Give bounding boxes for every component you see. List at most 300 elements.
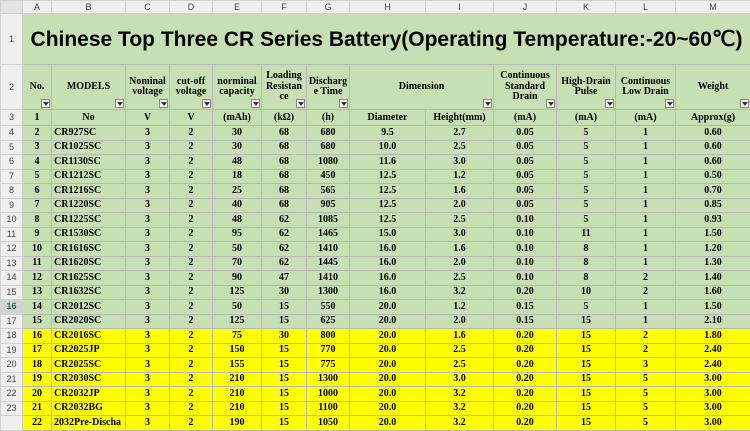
table-cell[interactable]: 3 [126,314,170,329]
table-cell[interactable]: 15 [557,387,616,402]
table-cell[interactable]: 2 [170,213,213,228]
table-cell[interactable]: 1.6 [426,184,494,199]
model-cell[interactable]: CR1632SC [52,285,126,300]
table-cell[interactable]: 0.10 [494,227,557,242]
table-cell[interactable]: 0.60 [676,155,750,170]
table-cell[interactable]: 2 [170,285,213,300]
table-cell[interactable]: 95 [213,227,262,242]
table-cell[interactable]: 15 [262,387,307,402]
filter-dropdown-icon[interactable] [740,99,749,108]
table-cell[interactable]: 2 [170,329,213,344]
table-cell[interactable]: 5 [557,126,616,141]
row-header[interactable]: 13 [1,256,23,271]
header-discharge-time[interactable] [307,65,350,110]
row-header[interactable]: 8 [1,184,23,199]
table-cell[interactable]: 3 [126,227,170,242]
table-cell[interactable]: 2 [170,126,213,141]
table-cell[interactable]: 15 [557,329,616,344]
table-cell[interactable]: 15 [262,416,307,431]
table-cell[interactable]: 3 [126,329,170,344]
table-cell[interactable]: 2 [170,256,213,271]
table-cell[interactable]: 3 [126,387,170,402]
row-header[interactable]: 9 [1,198,23,213]
table-cell[interactable]: 5 [616,387,676,402]
table-cell[interactable]: 1050 [307,416,350,431]
table-cell[interactable]: 0.85 [676,198,750,213]
unit-cell[interactable]: V [170,110,213,126]
table-cell[interactable]: 18 [213,169,262,184]
row-header[interactable]: 15 [1,285,23,300]
table-cell[interactable]: 2 [170,184,213,199]
table-cell[interactable]: 12.5 [350,198,426,213]
table-cell[interactable]: 2 [170,271,213,286]
model-cell[interactable]: CR2016SC [52,329,126,344]
table-cell[interactable]: 1.50 [676,300,750,315]
row-header[interactable]: 23 [1,401,23,416]
table-cell[interactable]: 1410 [307,242,350,257]
row-header-1[interactable]: 1 [1,14,23,65]
table-cell[interactable]: 12 [23,271,52,286]
table-cell[interactable]: 20.0 [350,300,426,315]
table-cell[interactable]: 68 [262,126,307,141]
table-cell[interactable]: 8 [23,213,52,228]
table-cell[interactable]: 0.05 [494,184,557,199]
table-cell[interactable]: 1100 [307,401,350,416]
table-cell[interactable]: 190 [213,416,262,431]
table-cell[interactable]: 3 [126,155,170,170]
header-continuous-low-drain[interactable] [616,65,676,110]
table-cell[interactable]: 15 [262,358,307,373]
table-cell[interactable]: 17 [23,343,52,358]
table-cell[interactable]: 4 [23,155,52,170]
filter-dropdown-icon[interactable] [546,99,555,108]
row-header-2[interactable]: 2 [1,65,23,110]
table-cell[interactable]: 1.40 [676,271,750,286]
table-cell[interactable]: 20 [23,387,52,402]
filter-dropdown-icon[interactable] [339,99,348,108]
table-cell[interactable]: 3 [126,184,170,199]
table-cell[interactable]: 3.00 [676,372,750,387]
table-cell[interactable]: 9 [23,227,52,242]
table-cell[interactable]: 5 [557,198,616,213]
table-cell[interactable]: 10 [23,242,52,257]
table-cell[interactable]: 2 [170,242,213,257]
unit-cell[interactable]: (mA) [557,110,616,126]
table-cell[interactable]: 16.0 [350,271,426,286]
table-cell[interactable]: 3.0 [426,227,494,242]
model-cell[interactable]: CR1620SC [52,256,126,271]
table-cell[interactable]: 1.20 [676,242,750,257]
row-header[interactable]: 12 [1,242,23,257]
table-cell[interactable]: 14 [23,300,52,315]
table-cell[interactable]: 2 [616,329,676,344]
table-cell[interactable]: 10 [557,285,616,300]
table-cell[interactable]: 155 [213,358,262,373]
column-header-e[interactable]: E [213,1,262,14]
table-cell[interactable]: 3 [616,358,676,373]
table-cell[interactable]: 15 [557,343,616,358]
table-cell[interactable]: 5 [557,140,616,155]
table-cell[interactable]: 0.15 [494,314,557,329]
table-cell[interactable]: 0.20 [494,343,557,358]
table-cell[interactable]: 2 [170,198,213,213]
table-cell[interactable]: 11.6 [350,155,426,170]
row-header[interactable]: 16 [1,300,23,315]
unit-cell[interactable]: (h) [307,110,350,126]
column-header-h[interactable]: H [350,1,426,14]
filter-dropdown-icon[interactable] [605,99,614,108]
table-cell[interactable]: 15 [557,401,616,416]
table-cell[interactable]: 5 [616,372,676,387]
table-cell[interactable]: 30 [262,329,307,344]
filter-dropdown-icon[interactable] [296,99,305,108]
header-weight[interactable] [676,65,750,110]
table-cell[interactable]: 3 [126,416,170,431]
table-cell[interactable]: 20.0 [350,314,426,329]
select-all-corner[interactable] [1,1,23,14]
table-cell[interactable]: 2.5 [426,213,494,228]
table-cell[interactable]: 3.2 [426,285,494,300]
table-cell[interactable]: 2.0 [426,198,494,213]
column-header-g[interactable]: G [307,1,350,14]
table-cell[interactable]: 2.10 [676,314,750,329]
filter-dropdown-icon[interactable] [665,99,674,108]
table-cell[interactable]: 11 [23,256,52,271]
table-cell[interactable]: 3 [126,285,170,300]
model-cell[interactable]: CR1616SC [52,242,126,257]
table-cell[interactable]: 40 [213,198,262,213]
table-cell[interactable]: 1.30 [676,256,750,271]
unit-cell[interactable]: (mA) [616,110,676,126]
table-cell[interactable]: 68 [262,155,307,170]
table-cell[interactable]: 20.0 [350,343,426,358]
table-cell[interactable]: 1 [616,155,676,170]
table-cell[interactable]: 1300 [307,372,350,387]
model-cell[interactable]: CR1025SC [52,140,126,155]
row-header[interactable]: 5 [1,140,23,155]
table-cell[interactable]: 1 [616,126,676,141]
table-cell[interactable]: 0.20 [494,372,557,387]
table-cell[interactable]: 62 [262,256,307,271]
model-cell[interactable]: CR2025JP [52,343,126,358]
table-cell[interactable]: 15 [262,401,307,416]
table-cell[interactable]: 1.2 [426,169,494,184]
row-header[interactable]: 18 [1,329,23,344]
column-header-c[interactable]: C [126,1,170,14]
filter-dropdown-icon[interactable] [483,99,492,108]
table-cell[interactable]: 68 [262,169,307,184]
sheet-title[interactable]: Chinese Top Three CR Series Battery(Operating Temperature:-20~60℃) [23,14,750,65]
table-cell[interactable]: 2.0 [426,314,494,329]
table-cell[interactable]: 2 [170,314,213,329]
table-cell[interactable]: 1 [616,213,676,228]
table-cell[interactable]: 1 [616,169,676,184]
table-cell[interactable]: 70 [213,256,262,271]
model-cell[interactable]: CR1212SC [52,169,126,184]
table-cell[interactable]: 2.40 [676,358,750,373]
table-cell[interactable]: 9.5 [350,126,426,141]
table-cell[interactable]: 3 [126,213,170,228]
table-cell[interactable]: 3 [126,198,170,213]
table-cell[interactable]: 680 [307,126,350,141]
table-cell[interactable]: 48 [213,213,262,228]
row-header[interactable]: 4 [1,126,23,141]
header-high-drain-pulse[interactable] [557,65,616,110]
table-cell[interactable]: 2 [170,169,213,184]
table-cell[interactable]: 1.6 [426,329,494,344]
table-cell[interactable]: 3 [126,126,170,141]
table-cell[interactable]: 16.0 [350,242,426,257]
table-cell[interactable]: 1 [616,184,676,199]
model-cell[interactable]: CR2025SC [52,358,126,373]
table-cell[interactable]: 625 [307,314,350,329]
table-cell[interactable]: 2 [170,416,213,431]
table-cell[interactable]: 68 [262,184,307,199]
row-header[interactable]: 22 [1,387,23,402]
table-cell[interactable]: 3 [126,271,170,286]
table-cell[interactable]: 15 [262,372,307,387]
table-cell[interactable]: 68 [262,140,307,155]
table-cell[interactable]: 3 [126,401,170,416]
table-cell[interactable]: 8 [557,271,616,286]
column-header-j[interactable]: J [494,1,557,14]
table-cell[interactable]: 2 [616,285,676,300]
model-cell[interactable]: CR1625SC [52,271,126,286]
table-cell[interactable]: 0.20 [494,358,557,373]
table-cell[interactable]: 62 [262,242,307,257]
table-cell[interactable]: 15 [557,372,616,387]
header-nominal-capacity[interactable] [213,65,262,110]
table-cell[interactable]: 20.0 [350,387,426,402]
header-no[interactable] [23,65,52,110]
table-cell[interactable]: 10.0 [350,140,426,155]
model-cell[interactable]: CR2012SC [52,300,126,315]
unit-cell[interactable]: Height(mm) [426,110,494,126]
table-cell[interactable]: 1 [616,314,676,329]
table-cell[interactable]: 22 [23,416,52,431]
table-cell[interactable]: 50 [213,242,262,257]
table-cell[interactable]: 0.93 [676,213,750,228]
unit-cell[interactable]: (mA) [494,110,557,126]
table-cell[interactable]: 450 [307,169,350,184]
table-cell[interactable]: 0.20 [494,387,557,402]
table-cell[interactable]: 1300 [307,285,350,300]
table-cell[interactable]: 775 [307,358,350,373]
table-cell[interactable]: 30 [213,126,262,141]
table-cell[interactable]: 16.0 [350,256,426,271]
unit-cell[interactable]: Diameter [350,110,426,126]
table-cell[interactable]: 0.10 [494,271,557,286]
table-cell[interactable]: 2 [170,358,213,373]
table-cell[interactable]: 210 [213,401,262,416]
row-header-3[interactable]: 3 [1,110,23,126]
row-header[interactable]: 19 [1,343,23,358]
column-header-i[interactable]: I [426,1,494,14]
table-cell[interactable]: 2.5 [426,140,494,155]
table-cell[interactable]: 5 [557,169,616,184]
table-cell[interactable]: 15.0 [350,227,426,242]
table-cell[interactable]: 0.15 [494,300,557,315]
table-cell[interactable]: 1.2 [426,300,494,315]
table-cell[interactable]: 25 [213,184,262,199]
table-cell[interactable]: 3 [126,169,170,184]
table-cell[interactable]: 2 [170,300,213,315]
table-cell[interactable]: 3 [126,372,170,387]
row-header[interactable]: 20 [1,358,23,373]
table-cell[interactable]: 0.10 [494,242,557,257]
table-cell[interactable]: 3.0 [426,155,494,170]
table-cell[interactable]: 3 [126,343,170,358]
table-cell[interactable]: 0.20 [494,416,557,431]
table-cell[interactable]: 680 [307,140,350,155]
model-cell[interactable]: CR927SC [52,126,126,141]
table-cell[interactable]: 15 [557,416,616,431]
table-cell[interactable]: 1.60 [676,285,750,300]
table-cell[interactable]: 905 [307,198,350,213]
table-cell[interactable]: 90 [213,271,262,286]
table-cell[interactable]: 19 [23,372,52,387]
table-cell[interactable]: 2 [23,126,52,141]
table-cell[interactable]: 3.00 [676,416,750,431]
table-cell[interactable]: 0.20 [494,329,557,344]
table-cell[interactable]: 3.2 [426,387,494,402]
table-cell[interactable]: 2 [616,271,676,286]
table-cell[interactable]: 1000 [307,387,350,402]
table-cell[interactable]: 2 [170,401,213,416]
row-header[interactable]: 10 [1,213,23,228]
table-cell[interactable]: 2 [170,372,213,387]
table-cell[interactable]: 2 [170,343,213,358]
table-cell[interactable]: 3 [23,140,52,155]
table-cell[interactable]: 68 [262,198,307,213]
unit-cell[interactable]: V [126,110,170,126]
table-cell[interactable]: 0.05 [494,155,557,170]
table-cell[interactable]: 125 [213,314,262,329]
table-cell[interactable]: 0.10 [494,256,557,271]
header-loading-resistance[interactable] [262,65,307,110]
table-cell[interactable]: 48 [213,155,262,170]
table-cell[interactable]: 2 [170,155,213,170]
model-cell[interactable]: 2032Pre-Discha [52,416,126,431]
table-cell[interactable]: 20.0 [350,358,426,373]
table-cell[interactable]: 12.5 [350,213,426,228]
table-cell[interactable]: 18 [23,358,52,373]
table-cell[interactable]: 62 [262,213,307,228]
table-cell[interactable]: 2 [616,343,676,358]
model-cell[interactable]: CR2030SC [52,372,126,387]
table-cell[interactable]: 3.2 [426,401,494,416]
table-cell[interactable]: 15 [23,314,52,329]
table-cell[interactable]: 0.10 [494,213,557,228]
row-header[interactable]: 11 [1,227,23,242]
table-cell[interactable]: 2.5 [426,271,494,286]
unit-cell[interactable]: 1 [23,110,52,126]
table-cell[interactable]: 0.05 [494,140,557,155]
table-cell[interactable]: 770 [307,343,350,358]
table-cell[interactable]: 565 [307,184,350,199]
row-header[interactable]: 17 [1,314,23,329]
model-cell[interactable]: CR1225SC [52,213,126,228]
unit-cell[interactable]: (mAh) [213,110,262,126]
model-cell[interactable]: CR1220SC [52,198,126,213]
table-cell[interactable]: 1 [616,300,676,315]
model-cell[interactable]: CR1530SC [52,227,126,242]
table-cell[interactable]: 20.0 [350,401,426,416]
table-cell[interactable]: 5 [23,169,52,184]
table-cell[interactable]: 0.20 [494,285,557,300]
table-cell[interactable]: 1410 [307,271,350,286]
header-dimension[interactable] [350,65,494,110]
column-header-a[interactable]: A [23,1,52,14]
model-cell[interactable]: CR2032JP [52,387,126,402]
table-cell[interactable]: 3.00 [676,401,750,416]
table-cell[interactable]: 2 [170,227,213,242]
model-cell[interactable]: CR2020SC [52,314,126,329]
table-cell[interactable]: 210 [213,387,262,402]
table-cell[interactable]: 0.70 [676,184,750,199]
table-cell[interactable]: 0.05 [494,198,557,213]
unit-cell[interactable]: (kΩ) [262,110,307,126]
table-cell[interactable]: 150 [213,343,262,358]
table-cell[interactable]: 1 [616,227,676,242]
table-cell[interactable]: 15 [262,314,307,329]
header-continuous-standard-drain[interactable] [494,65,557,110]
row-header[interactable]: 21 [1,372,23,387]
table-cell[interactable]: 0.50 [676,169,750,184]
table-cell[interactable]: 0.05 [494,126,557,141]
table-cell[interactable]: 2.5 [426,358,494,373]
column-header-b[interactable]: B [52,1,126,14]
table-cell[interactable]: 0.60 [676,126,750,141]
table-cell[interactable]: 20.0 [350,329,426,344]
header-cutoff-voltage[interactable] [170,65,213,110]
table-cell[interactable]: 0.60 [676,140,750,155]
table-cell[interactable]: 1.80 [676,329,750,344]
table-cell[interactable]: 5 [616,416,676,431]
table-cell[interactable]: 13 [23,285,52,300]
table-cell[interactable]: 15 [557,314,616,329]
table-cell[interactable]: 3 [126,242,170,257]
table-cell[interactable]: 1 [616,256,676,271]
table-cell[interactable]: 62 [262,227,307,242]
table-cell[interactable]: 6 [23,184,52,199]
table-cell[interactable]: 1 [616,140,676,155]
unit-cell[interactable]: No [52,110,126,126]
table-cell[interactable]: 16.0 [350,285,426,300]
table-cell[interactable]: 3 [126,300,170,315]
table-cell[interactable]: 1.6 [426,242,494,257]
model-cell[interactable]: CR1216SC [52,184,126,199]
table-cell[interactable]: 1465 [307,227,350,242]
row-header[interactable]: 6 [1,155,23,170]
filter-dropdown-icon[interactable] [41,99,50,108]
table-cell[interactable]: 2.0 [426,256,494,271]
filter-dropdown-icon[interactable] [159,99,168,108]
row-header[interactable]: 14 [1,271,23,286]
table-cell[interactable]: 75 [213,329,262,344]
table-cell[interactable]: 1.50 [676,227,750,242]
table-cell[interactable]: 8 [557,256,616,271]
table-cell[interactable]: 2 [170,140,213,155]
table-cell[interactable]: 1445 [307,256,350,271]
header-nominal-voltage[interactable] [126,65,170,110]
column-header-m[interactable]: M [676,1,750,14]
table-cell[interactable]: 50 [213,300,262,315]
table-cell[interactable]: 30 [213,140,262,155]
table-cell[interactable]: 5 [557,213,616,228]
table-cell[interactable]: 20.0 [350,416,426,431]
unit-cell[interactable]: Approx(g) [676,110,750,126]
